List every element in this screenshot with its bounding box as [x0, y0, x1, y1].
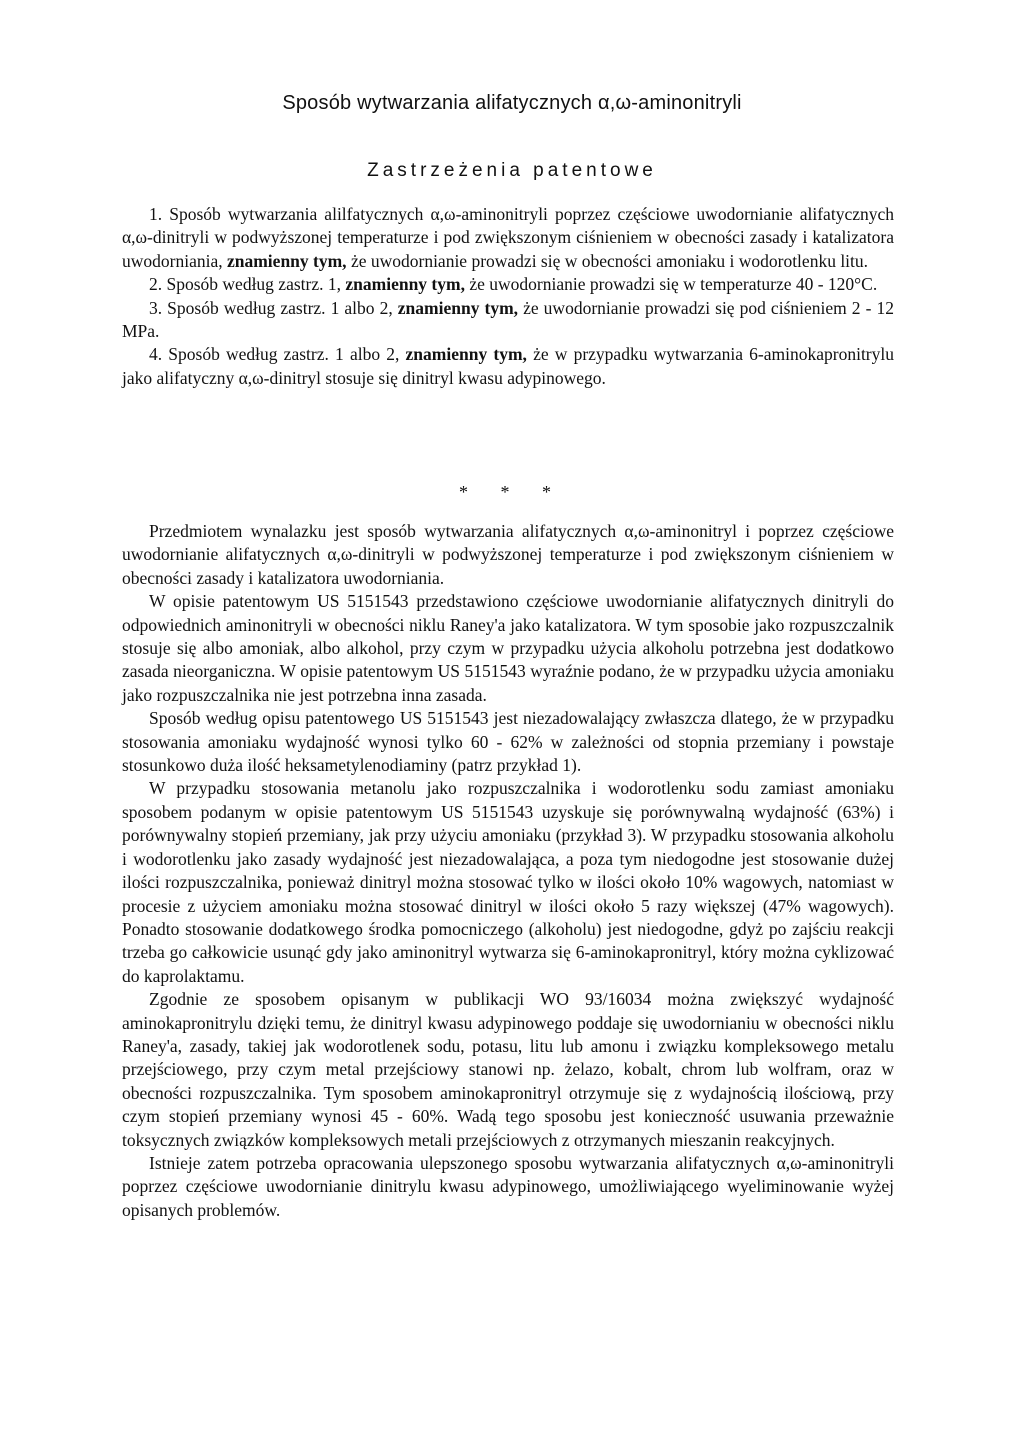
claim-text: że uwodornianie prowadzi się w temperaturze 40 - 120°C.	[464, 274, 878, 295]
claim-keyword: znamienny tym,	[226, 250, 347, 271]
document-title: Sposób wytwarzania alifatycznych α,ω-aminonitryli	[282, 92, 742, 114]
claim-text: że w przypadku wytwarzania 6-aminokapronitrylu jako alifatyczny α,ω-dinitryl stosuje się dinitryl kwasu adypinowego.	[122, 344, 894, 388]
description-paragraph: Sposób według opisu patentowego US 5151543 jest niezadowalający zwłaszcza dlatego, że w przypadku stosowania amoniaku wydajność wynosi tylko 60 - 62% w zależności od stopnia przemiany i powstaje stosunkowo duża ilość heksametylenodiaminy (patrz przykład 1).	[122, 708, 894, 776]
claim-4	[122, 343, 894, 390]
claim-text: że uwodornianie prowadzi się pod ciśnieniem 2 - 12 MPa.	[122, 297, 894, 342]
description-paragraph: Istnieje zatem potrzeba opracowania ulepszonego sposobu wytwarzania alifatycznych α,ω-aminonitryli poprzez częściowe uwodornianie dinitrylu kwasu adypinowego, umożliwiającego wyeliminowanie wyżej opisanych problemów.	[122, 1152, 894, 1220]
claim-keyword: znamienny tym,	[345, 274, 465, 295]
description-paragraph: W przypadku stosowania metanolu jako rozpuszczalnika i wodorotlenku sodu zamiast amoniaku sposobem podanym w opisie patentowym US 5151543 uzyskuje się porównywalną wydajność (63%) i porównywalny stopień przemiany, jak przy użyciu amoniaku (przykład 3). W przypadku stosowania alkoholu i wodorotlenku jako zasady wydajność jest niezadowalająca, a poza tym niedogodne jest stosowanie dużej ilości rozpuszczalnika, ponieważ dinitryl można stosować tylko w ilości około 10% wagowych, natomiast w procesie z użyciem amoniaku można stosować dinitryl w ilości około 5 razy większej (47% wagowych). Ponadto stosowanie dodatkowego środka pomocniczego (alkoholu) jest niedogodne, gdyż po zajściu reakcji trzeba go całkowicie usunąć gdy jako aminonitryl wytwarza się 6-aminokapronitryl, który można cyklizować do kaprolaktamu.	[122, 778, 894, 986]
section-separator: * * *	[459, 482, 565, 502]
description-paragraph: Zgodnie ze sposobem opisanym w publikacji WO 93/16034 można zwiększyć wydajność aminokapronitrylu dzięki temu, że dinitryl kwasu adypinowego poddaje się uwodornianiu w obecności niklu Raney'a, zasady, takiej jak wodorotlenek sodu, potasu, litu lub amonu i związku kompleksowego metalu przejściowego, przy czym metal przejściowy stanowi np. żelazo, kobalt, chrom lub wolfram, oraz w obecności rozpuszczalnika. Tym sposobem aminokapronitryl otrzymuje się z wydajnością ilościową, przy czym stopień przemiany wynosi 45 - 60%. Wadą tego sposobu jest konieczność usuwania przeważnie toksycznych związków kompleksowych metali przejściowych z otrzymanych mieszanin reakcyjnych.	[122, 989, 894, 1150]
claims-list	[122, 203, 894, 390]
claim-text: 2. Sposób według zastrz. 1,	[149, 274, 346, 295]
description-paragraph: Przedmiotem wynalazku jest sposób wytwarzania alifatycznych α,ω-aminonitryl i poprzez częściowe uwodornianie alifatycznych α,ω-dinitryli w podwyższonej temperaturze i pod zwiększonym ciśnieniem w obecności zasady i katalizatora uwodorniania.	[122, 521, 894, 588]
claims-heading: Zastrzeżenia patentowe	[367, 160, 657, 181]
claim-1	[122, 203, 894, 273]
claim-keyword: znamienny tym,	[397, 297, 519, 318]
claim-text: 3. Sposób według zastrz. 1 albo 2,	[149, 297, 398, 318]
description-body	[122, 520, 894, 1222]
claim-keyword: znamienny tym,	[405, 344, 527, 365]
claim-text: 1. Sposób wytwarzania alilfatycznych α,ω-aminonitryli poprzez częściowe uwodornianie alifatycznych α,ω-dinitryli w podwyższonej temperaturze i pod zwiększonym ciśnieniem w obecności zasady i katalizatora uwodorniania,	[122, 204, 894, 271]
description-paragraph: W opisie patentowym US 5151543 przedstawiono częściowe uwodornianie alifatycznych dinitryli do odpowiednich aminonitryli w obecności niklu Raney'a jako katalizatora. W tym sposobie jako rozpuszczalnik stosuje się albo amoniak, albo alkohol, przy czym w przypadku użycia alkoholu potrzebna jest dodatkowo zasada nieorganiczna. W opisie patentowym US 5151543 wyraźnie podano, że w przypadku użycia amoniaku jako rozpuszczalnika nie jest potrzebna inna zasada.	[122, 591, 894, 705]
claim-text: że uwodornianie prowadzi się w obecności amoniaku i wodorotlenku litu.	[346, 250, 869, 271]
claim-3	[122, 297, 894, 344]
claim-2	[122, 273, 894, 296]
claim-text: 4. Sposób według zastrz. 1 albo 2,	[149, 344, 406, 365]
